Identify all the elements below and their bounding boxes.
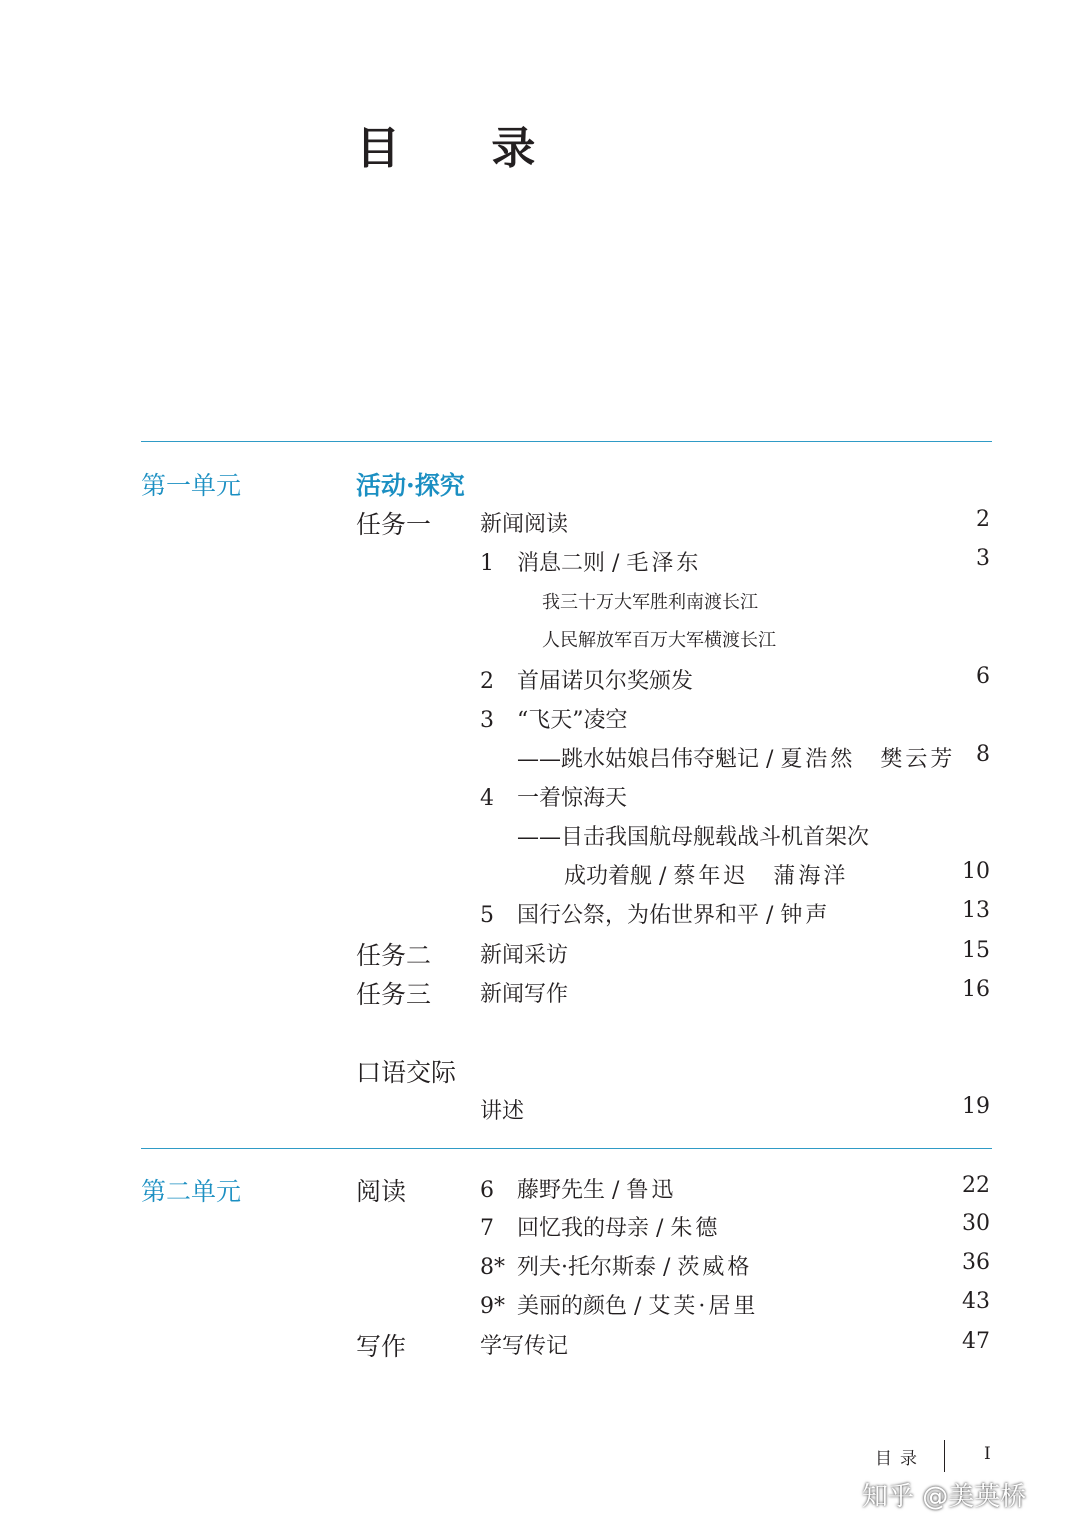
lesson-5-page: 13 <box>962 898 990 923</box>
unit-2-label: 第二单元 <box>141 1177 242 1206</box>
unit-1-label: 第一单元 <box>141 471 242 500</box>
lesson-title: “飞天”凌空 <box>517 708 628 733</box>
oral-title[interactable]: 讲述 <box>480 1099 525 1124</box>
lesson-number: 3 <box>480 708 494 733</box>
watermark: 知乎 @美英桥 <box>862 1482 1027 1512</box>
lesson-number: 2 <box>480 669 494 694</box>
lesson-author: 鲁迅 <box>626 1178 677 1203</box>
page-title: 目 录 <box>356 123 574 174</box>
lesson-8-page: 36 <box>962 1250 990 1275</box>
lesson-author: 蔡年迟 蒲海洋 <box>673 864 849 889</box>
lesson-author: 朱德 <box>670 1216 721 1241</box>
lesson-author: 茨威格 <box>677 1255 753 1280</box>
task-1-title[interactable]: 新闻阅读 <box>480 512 569 537</box>
lesson-4-subtitle[interactable]: ——目击我国航母舰载战斗机首架次 <box>517 825 870 850</box>
lesson-number: 4 <box>480 786 494 811</box>
writing-page: 47 <box>962 1329 990 1354</box>
lesson-subtitle-cont: 成功着舰 / <box>564 864 674 889</box>
lesson-author: 钟声 <box>780 903 831 928</box>
reading-label: 阅读 <box>356 1177 407 1206</box>
lesson-number: 5 <box>480 903 494 928</box>
lesson-number: 8* <box>480 1255 505 1280</box>
lesson-7-page: 30 <box>962 1211 990 1236</box>
lesson-number: 9* <box>480 1294 505 1319</box>
lesson-title: 一着惊海天 <box>517 786 628 811</box>
lesson-1-sub-1[interactable]: 我三十万大军胜利南渡长江 <box>542 592 758 613</box>
writing-label: 写作 <box>356 1332 407 1361</box>
lesson-number: 6 <box>480 1178 494 1203</box>
lesson-title: 美丽的颜色 / <box>517 1294 649 1319</box>
unit-divider <box>141 441 992 442</box>
lesson-title: 列夫·托尔斯泰 / <box>517 1255 678 1280</box>
lesson-5[interactable] <box>480 898 830 929</box>
footer-divider <box>944 1440 945 1472</box>
lesson-number: 7 <box>480 1216 494 1241</box>
lesson-2-page: 6 <box>976 664 990 689</box>
lesson-title: 藤野先生 / <box>517 1178 627 1203</box>
lesson-6-page: 22 <box>962 1173 990 1198</box>
lesson-title: 消息二则 / <box>517 551 627 576</box>
lesson-author: 毛泽东 <box>626 551 702 576</box>
lesson-title: 国行公祭，为佑世界和平 / <box>517 903 781 928</box>
task-2-label: 任务二 <box>356 941 432 970</box>
lesson-1[interactable] <box>480 546 701 577</box>
lesson-9[interactable] <box>480 1289 758 1320</box>
lesson-number: 1 <box>480 551 494 576</box>
lesson-1-sub-2[interactable]: 人民解放军百万大军横渡长江 <box>542 630 776 651</box>
footer-label: 目录 <box>875 1449 925 1469</box>
lesson-author: 艾芙·居里 <box>648 1294 759 1319</box>
task-2-title[interactable]: 新闻采访 <box>480 943 569 968</box>
task-1-page: 2 <box>976 507 990 532</box>
lesson-title: 回忆我的母亲 / <box>517 1216 671 1241</box>
task-3-page: 16 <box>962 977 990 1002</box>
lesson-7[interactable] <box>480 1211 720 1242</box>
lesson-3-subtitle[interactable] <box>517 742 955 773</box>
lesson-subtitle: ——跳水姑娘吕伟夺魁记 / <box>517 747 781 772</box>
task-3-label: 任务三 <box>356 980 432 1009</box>
writing-title[interactable]: 学写传记 <box>480 1334 569 1359</box>
task-3-title[interactable]: 新闻写作 <box>480 982 569 1007</box>
unit-divider <box>141 1148 992 1149</box>
lesson-1-page: 3 <box>976 546 990 571</box>
lesson-4[interactable] <box>480 781 627 812</box>
footer-page-number: I <box>984 1444 991 1464</box>
lesson-6[interactable] <box>480 1173 676 1204</box>
lesson-3-page: 8 <box>976 742 990 767</box>
section-activity-inquiry: 活动·探究 <box>356 471 465 500</box>
lesson-2[interactable] <box>480 664 693 695</box>
oral-page: 19 <box>962 1094 990 1119</box>
lesson-4-subtitle-cont[interactable] <box>564 859 848 890</box>
lesson-4-page: 10 <box>962 859 990 884</box>
task-1-label: 任务一 <box>356 510 432 539</box>
task-2-page: 15 <box>962 938 990 963</box>
lesson-3[interactable] <box>480 703 628 734</box>
lesson-title: 首届诺贝尔奖颁发 <box>517 669 694 694</box>
lesson-author: 夏浩然 樊云芳 <box>780 747 956 772</box>
oral-label: 口语交际 <box>356 1058 457 1087</box>
lesson-9-page: 43 <box>962 1289 990 1314</box>
lesson-8[interactable] <box>480 1250 752 1281</box>
